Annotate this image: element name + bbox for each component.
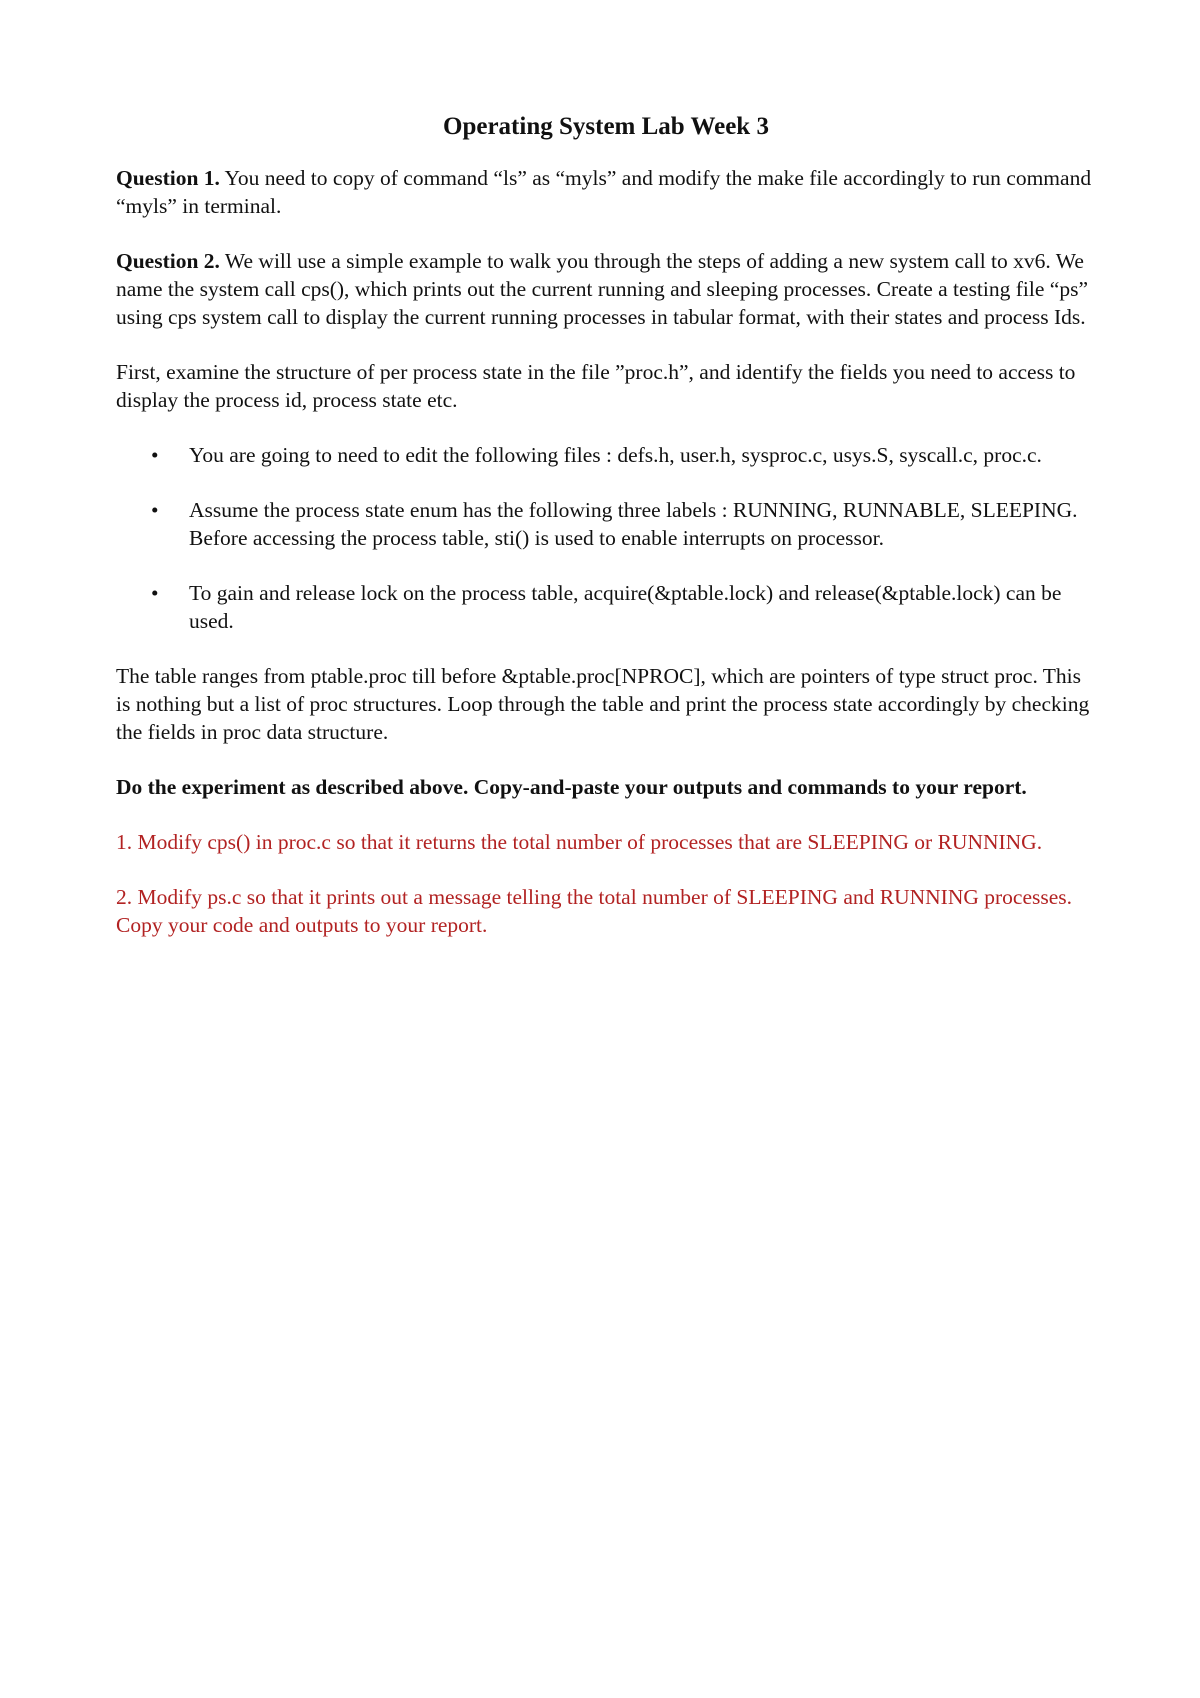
first-paragraph: First, examine the structure of per process state in the file ”proc.h”, and identify the fields you need to access to display the process id, process state etc. xyxy=(116,360,1076,412)
question-1-paragraph xyxy=(116,164,1096,220)
task-2: 2. Modify ps.c so that it prints out a message telling the total number of SLEEPING and RUNNING processes. Copy your code and outputs to your report. xyxy=(116,885,1073,937)
bullet-item xyxy=(116,579,1096,635)
document-title: Operating System Lab Week 3 xyxy=(443,113,769,140)
question-2-paragraph xyxy=(116,247,1096,331)
experiment-instruction: Do the experiment as described above. Copy-and-paste your outputs and commands to your report. xyxy=(116,775,1027,799)
bullet-item xyxy=(116,441,1096,469)
question-1-text: You need to copy of command “ls” as “myls” and modify the make file accordingly to run command “myls” in terminal. xyxy=(116,166,1092,218)
bullet-text: Assume the process state enum has the following three labels : RUNNING, RUNNABLE, SLEEPING. Before accessing the process table, sti() is used to enable interrupts on processor. xyxy=(189,498,1078,550)
task-1: 1. Modify cps() in proc.c so that it returns the total number of processes that are SLEEPING or RUNNING. xyxy=(116,830,1043,854)
question-1-label: Question 1. xyxy=(116,166,220,190)
bullet-icon: • xyxy=(151,443,159,467)
document-content xyxy=(116,112,1096,966)
bullet-text: To gain and release lock on the process table, acquire(&ptable.lock) and release(&ptable.lock) can be used. xyxy=(189,581,1062,633)
bullet-text: You are going to need to edit the following files : defs.h, user.h, sysproc.c, usys.S, syscall.c, proc.c. xyxy=(189,443,1042,467)
question-2-text: We will use a simple example to walk you through the steps of adding a new system call to xv6. We name the system call cps(), which prints out the current running and sleeping processes. Create a testing file “ps” using cps system call to display the current running processes in tabular format, with their states and process Ids. xyxy=(116,249,1088,329)
bullet-item xyxy=(116,496,1096,552)
instruction-bullet-list xyxy=(116,441,1096,635)
bullet-icon: • xyxy=(151,581,159,605)
bullet-icon: • xyxy=(151,498,159,522)
table-paragraph: The table ranges from ptable.proc till before &ptable.proc[NPROC], which are pointers of type struct proc. This is nothing but a list of proc structures. Loop through the table and print the process state accordingly by checking the fields in proc data structure. xyxy=(116,664,1090,744)
question-2-label: Question 2. xyxy=(116,249,220,273)
